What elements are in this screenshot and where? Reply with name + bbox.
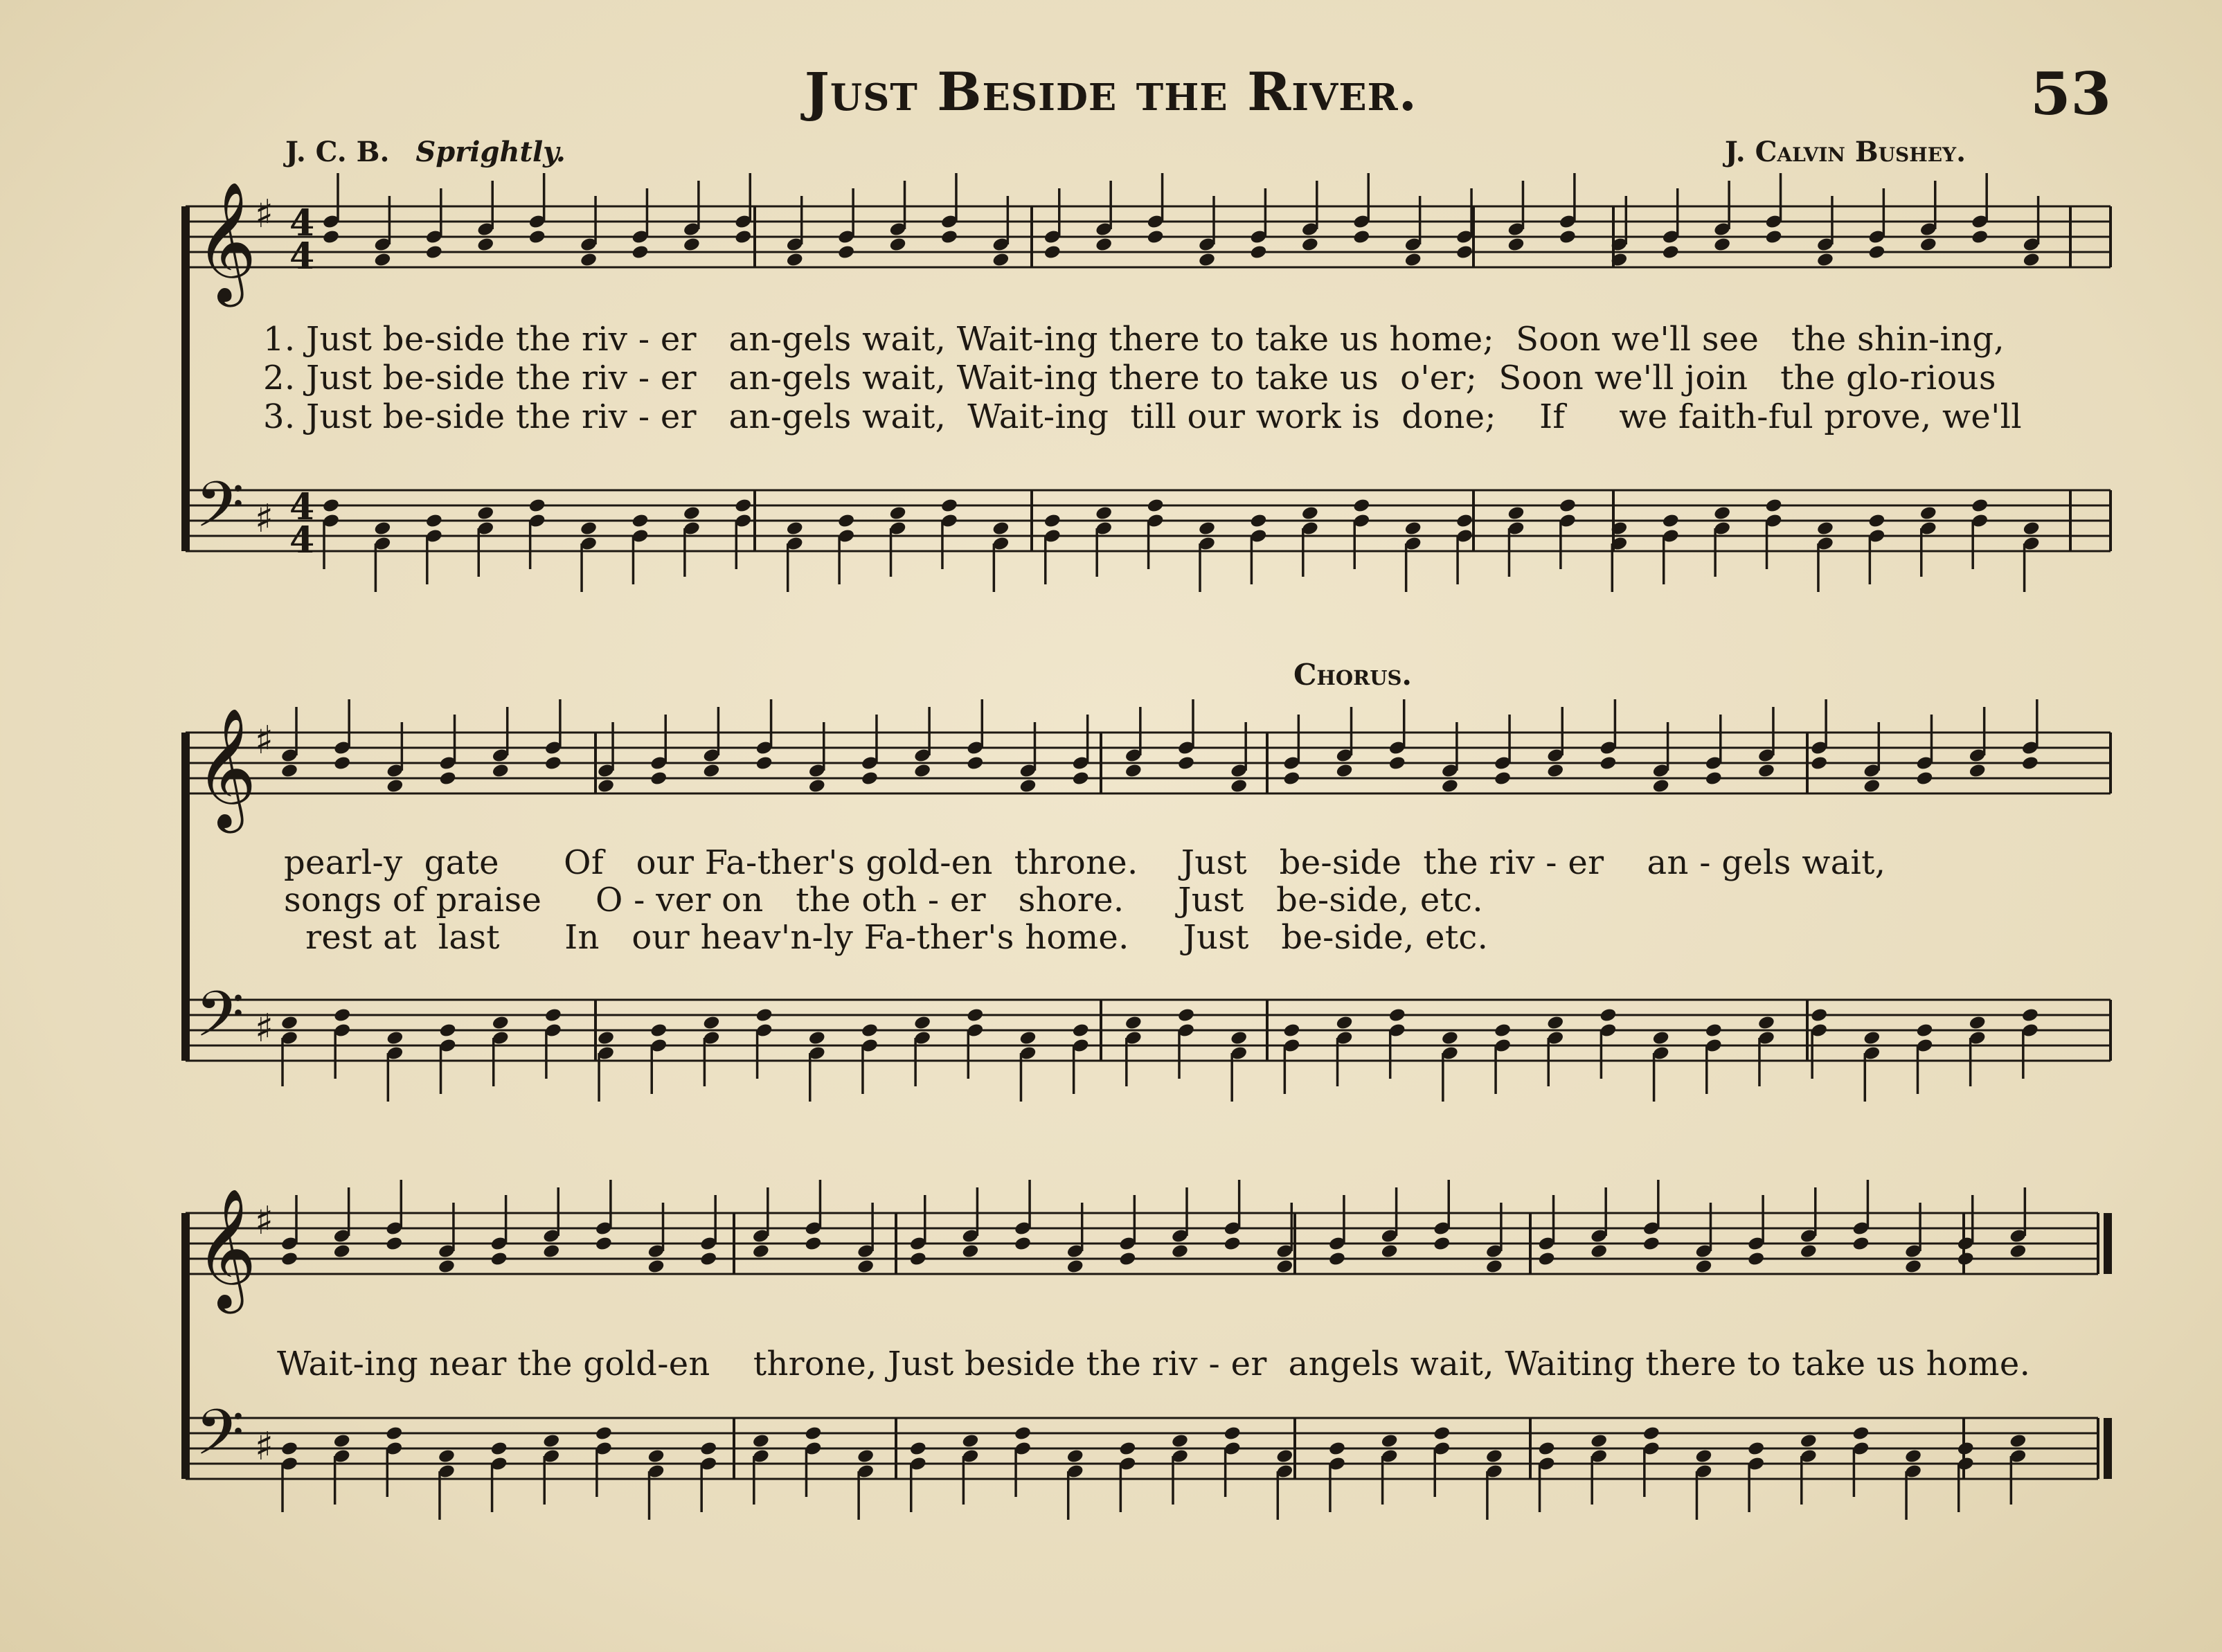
notehead (808, 1030, 826, 1046)
notehead (631, 513, 649, 529)
notehead (1816, 252, 1834, 268)
notehead (1559, 498, 1577, 514)
lyric-line-verse-2: 2. Just be-side the riv - er an-gels wait, Wait-ing there to take us o'er; Soon we'll join the glo-rious (263, 359, 1996, 397)
notehead (280, 1251, 298, 1267)
time-signature-bottom: 4 (289, 235, 315, 278)
notehead (1957, 1251, 1975, 1267)
notehead (1852, 1426, 1870, 1442)
notehead (647, 1259, 665, 1275)
treble-clef-icon: 𝄞 (195, 708, 257, 828)
notehead (1043, 513, 1061, 529)
notehead (808, 778, 826, 794)
notehead (280, 763, 298, 779)
notehead (1198, 521, 1216, 537)
notehead (373, 252, 391, 268)
notehead (734, 498, 752, 514)
notehead (857, 1259, 875, 1275)
notehead (1095, 237, 1113, 253)
notehead (1125, 1015, 1143, 1031)
notehead (1919, 505, 1937, 521)
composer-credit: J. Calvin Bushey. (1724, 136, 1966, 168)
notehead (755, 1007, 773, 1023)
notehead (1863, 778, 1881, 794)
notehead (1019, 778, 1037, 794)
notehead (857, 1448, 875, 1464)
notehead (333, 1007, 351, 1023)
notehead (1072, 1023, 1090, 1039)
notehead (1381, 1244, 1399, 1259)
notehead (940, 498, 958, 514)
key-signature-sharp-icon: ♯ (255, 718, 274, 763)
notehead (597, 1030, 615, 1046)
treble-clef-icon: 𝄞 (195, 181, 257, 302)
notehead (2009, 1433, 2027, 1449)
key-signature-sharp-icon: ♯ (255, 1424, 274, 1469)
notehead (752, 1244, 770, 1259)
notehead (1642, 1426, 1660, 1442)
notehead (1388, 755, 1406, 771)
time-signature-top: 4 (289, 486, 315, 528)
notehead (1118, 1441, 1136, 1457)
notehead (1694, 1259, 1712, 1275)
notehead (492, 1015, 510, 1031)
notehead (280, 1015, 298, 1031)
notehead (490, 1251, 508, 1267)
notehead (1599, 1007, 1617, 1023)
notehead (786, 252, 804, 268)
notehead (1494, 771, 1512, 787)
chorus-label: Chorus. (1293, 658, 1413, 692)
notehead (1800, 1244, 1818, 1259)
bass-clef-icon: 𝄢 (195, 1396, 244, 1484)
notehead (1705, 1023, 1723, 1039)
notehead (1275, 1259, 1293, 1275)
notehead (683, 237, 701, 253)
notehead (1335, 763, 1353, 779)
notehead (1694, 1448, 1712, 1464)
notehead (1507, 237, 1525, 253)
notehead (1713, 237, 1731, 253)
notehead (755, 755, 773, 771)
notehead (280, 1441, 298, 1457)
notehead (1705, 771, 1723, 787)
notehead (1590, 1433, 1608, 1449)
notehead (1301, 237, 1319, 253)
notehead (909, 1441, 927, 1457)
notehead (1352, 229, 1370, 245)
notehead (1072, 771, 1090, 787)
notehead (1066, 1448, 1084, 1464)
notehead (595, 1236, 613, 1252)
lyric-line-final: Wait-ing near the gold-en throne, Just beside the riv - er angels wait, Waiting there to take us home. (277, 1345, 2031, 1383)
time-signature-top: 4 (289, 202, 315, 244)
notehead (909, 1251, 927, 1267)
notehead (1118, 1251, 1136, 1267)
notehead (1546, 1015, 1564, 1031)
notehead (2023, 252, 2041, 268)
notehead (1507, 505, 1525, 521)
notehead (649, 771, 668, 787)
notehead (373, 521, 391, 537)
notehead (476, 237, 494, 253)
notehead (1177, 755, 1195, 771)
tempo-marking: Sprightly. (415, 136, 566, 168)
notehead (1198, 252, 1216, 268)
notehead (702, 1015, 720, 1031)
notehead (438, 1448, 456, 1464)
lyric-line-chorus-3: rest at last In our heav'n-ly Fa-ther's home. Just be-side, etc. (284, 918, 1489, 957)
notehead (1249, 244, 1267, 260)
key-signature-sharp-icon: ♯ (255, 1006, 274, 1051)
notehead (1764, 498, 1782, 514)
treble-clef-icon: 𝄞 (195, 1188, 257, 1309)
notehead (1867, 513, 1885, 529)
notehead (992, 252, 1010, 268)
notehead (1485, 1448, 1503, 1464)
notehead (837, 244, 855, 260)
notehead (1559, 229, 1577, 245)
notehead (1969, 763, 1987, 779)
notehead (1537, 1441, 1555, 1457)
notehead (1224, 1236, 1242, 1252)
notehead (1816, 521, 1834, 537)
page-number: 53 (2030, 60, 2111, 128)
notehead (1301, 505, 1319, 521)
lyric-line-chorus-2: songs of praise O - ver on the oth - er shore. Just be-side, etc. (284, 881, 1483, 919)
notehead (1537, 1251, 1555, 1267)
notehead (861, 1023, 879, 1039)
notehead (476, 505, 494, 521)
notehead (1352, 498, 1370, 514)
notehead (966, 1007, 984, 1023)
notehead (1662, 513, 1680, 529)
notehead (961, 1433, 979, 1449)
notehead (385, 1236, 403, 1252)
notehead (1757, 763, 1775, 779)
notehead (940, 229, 958, 245)
notehead (492, 763, 510, 779)
notehead (1014, 1236, 1032, 1252)
notehead (1125, 763, 1143, 779)
notehead (1095, 505, 1113, 521)
notehead (683, 505, 701, 521)
notehead (1662, 244, 1680, 260)
notehead (913, 763, 931, 779)
notehead (734, 229, 752, 245)
notehead (1282, 771, 1300, 787)
notehead (786, 521, 804, 537)
notehead (1441, 1030, 1459, 1046)
notehead (1275, 1448, 1293, 1464)
notehead (1713, 505, 1731, 521)
notehead (1177, 1007, 1195, 1023)
notehead (528, 229, 546, 245)
notehead (699, 1251, 717, 1267)
notehead (1969, 1015, 1987, 1031)
notehead (1800, 1433, 1818, 1449)
notehead (1867, 244, 1885, 260)
notehead (837, 513, 855, 529)
notehead (1328, 1441, 1346, 1457)
notehead (1652, 778, 1670, 794)
notehead (1230, 1030, 1248, 1046)
notehead (752, 1433, 770, 1449)
notehead (1282, 1023, 1300, 1039)
notehead (333, 1433, 351, 1449)
lyric-line-chorus-1: pearl-y gate Of our Fa-ther's gold-en throne. Just be-side the riv - er an - gels wait, (284, 843, 1886, 882)
notehead (1335, 1015, 1353, 1031)
notehead (1747, 1441, 1765, 1457)
notehead (2021, 755, 2039, 771)
notehead (595, 1426, 613, 1442)
notehead (1590, 1244, 1608, 1259)
notehead (438, 1259, 456, 1275)
notehead (1810, 1007, 1828, 1023)
notehead (580, 252, 598, 268)
notehead (1388, 1007, 1406, 1023)
notehead (631, 244, 649, 260)
notehead (1441, 778, 1459, 794)
notehead (333, 1244, 351, 1259)
notehead (1147, 229, 1165, 245)
notehead (1904, 1448, 1922, 1464)
notehead (1019, 1030, 1037, 1046)
notehead (1757, 1015, 1775, 1031)
notehead (1599, 755, 1617, 771)
notehead (597, 778, 615, 794)
notehead (2009, 1244, 2027, 1259)
notehead (804, 1236, 822, 1252)
notehead (702, 763, 720, 779)
notehead (1014, 1426, 1032, 1442)
notehead (542, 1244, 560, 1259)
notehead (1546, 763, 1564, 779)
notehead (1066, 1259, 1084, 1275)
bass-clef-icon: 𝄢 (195, 468, 244, 557)
notehead (966, 755, 984, 771)
key-signature-sharp-icon: ♯ (255, 1198, 274, 1244)
notehead (425, 244, 443, 260)
notehead (386, 778, 404, 794)
notehead (1863, 1030, 1881, 1046)
notehead (649, 1023, 668, 1039)
notehead (1919, 237, 1937, 253)
notehead (1915, 1023, 1933, 1039)
notehead (1404, 252, 1422, 268)
notehead (1147, 498, 1165, 514)
notehead (1971, 229, 1989, 245)
notehead (861, 771, 879, 787)
notehead (1642, 1236, 1660, 1252)
notehead (333, 755, 351, 771)
key-signature-sharp-icon: ♯ (255, 192, 274, 237)
notehead (1915, 771, 1933, 787)
notehead (1224, 1426, 1242, 1442)
notehead (385, 1426, 403, 1442)
notehead (1433, 1426, 1451, 1442)
lyric-line-verse-1: 1. Just be-side the riv - er an-gels wait, Wait-ing there to take us home; Soon we'll see the shin-ing, (263, 320, 2005, 359)
notehead (544, 755, 562, 771)
notehead (1171, 1433, 1189, 1449)
notehead (2021, 1007, 2039, 1023)
notehead (386, 1030, 404, 1046)
notehead (1747, 1251, 1765, 1267)
notehead (1171, 1244, 1189, 1259)
notehead (1230, 778, 1248, 794)
notehead (1852, 1236, 1870, 1252)
notehead (438, 771, 456, 787)
notehead (528, 498, 546, 514)
notehead (888, 505, 906, 521)
notehead (1494, 1023, 1512, 1039)
notehead (1971, 498, 1989, 514)
notehead (1043, 244, 1061, 260)
notehead (1433, 1236, 1451, 1252)
notehead (992, 521, 1010, 537)
notehead (1455, 244, 1473, 260)
notehead (1957, 1441, 1975, 1457)
notehead (1455, 513, 1473, 529)
notehead (888, 237, 906, 253)
notehead (580, 521, 598, 537)
notehead (1904, 1259, 1922, 1275)
notehead (425, 513, 443, 529)
notehead (804, 1426, 822, 1442)
notehead (438, 1023, 456, 1039)
notehead (1249, 513, 1267, 529)
notehead (1328, 1251, 1346, 1267)
notehead (1381, 1433, 1399, 1449)
bass-clef-icon: 𝄢 (195, 978, 244, 1066)
notehead (490, 1441, 508, 1457)
notehead (961, 1244, 979, 1259)
notehead (1764, 229, 1782, 245)
notehead (1652, 1030, 1670, 1046)
notehead (647, 1448, 665, 1464)
notehead (1404, 521, 1422, 537)
song-title: Just Beside the River. (804, 61, 1418, 123)
author-initials: J. C. B. (285, 136, 390, 168)
notehead (913, 1015, 931, 1031)
notehead (544, 1007, 562, 1023)
notehead (322, 498, 340, 514)
key-signature-sharp-icon: ♯ (255, 496, 274, 541)
notehead (2023, 521, 2041, 537)
notehead (322, 229, 340, 245)
notehead (1485, 1259, 1503, 1275)
lyric-line-verse-3: 3. Just be-side the riv - er an-gels wait, Wait-ing till our work is done; If we faith-ful prove, we'll (263, 397, 2022, 436)
notehead (699, 1441, 717, 1457)
time-signature-bottom: 4 (289, 519, 315, 562)
notehead (1810, 755, 1828, 771)
notehead (542, 1433, 560, 1449)
